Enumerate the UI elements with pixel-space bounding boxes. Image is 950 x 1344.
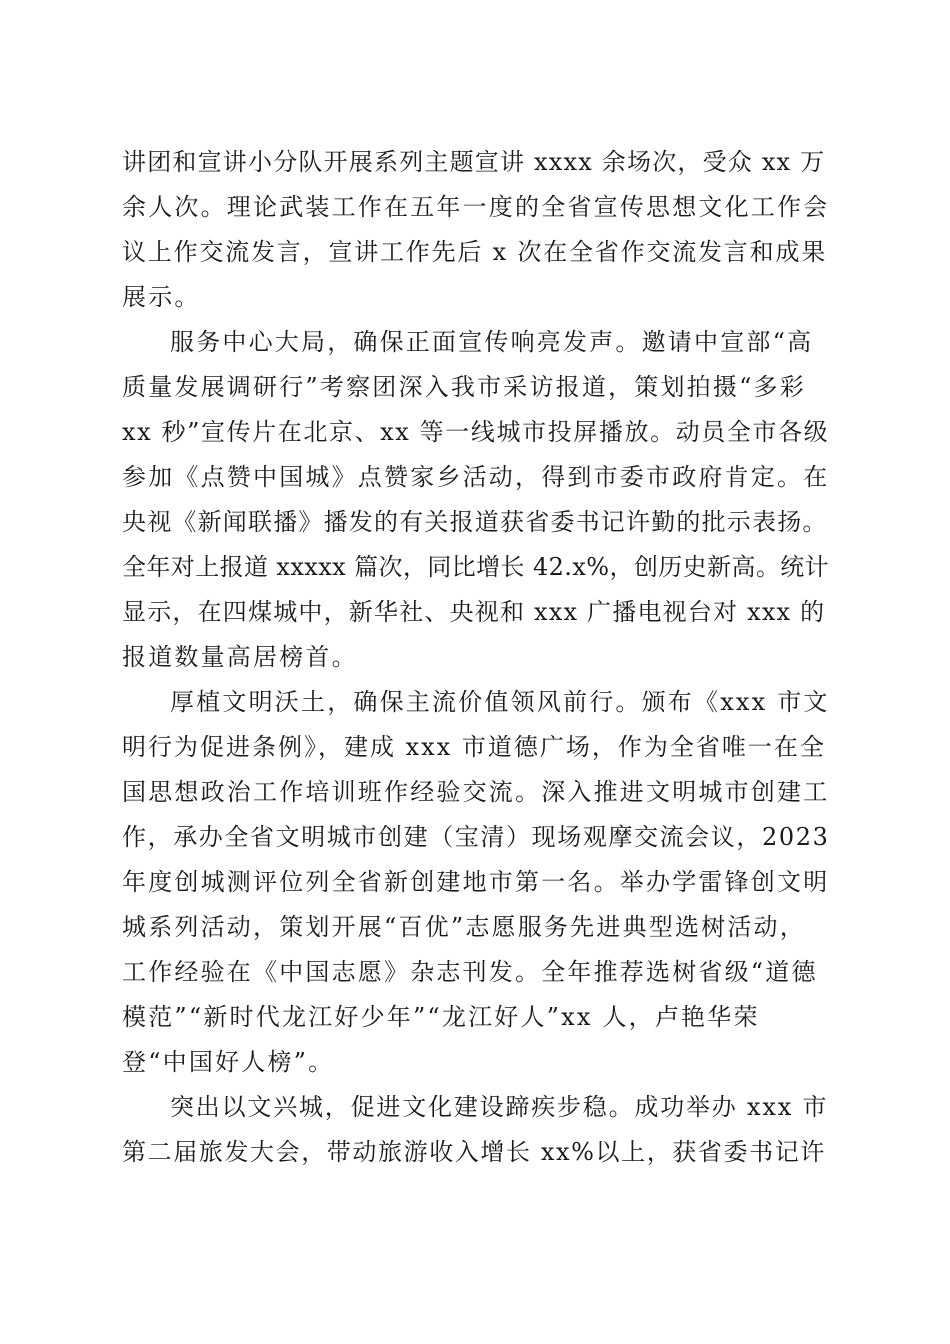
text-line: 明行为促进条例》，建成 xxx 市道德广场，作为全省唯一在全 (122, 733, 826, 761)
paragraph-start-line: 厚植文明沃土，确保主流价值领风前行。颁布《xxx 市文 (170, 688, 830, 716)
paragraph-start-line: 突出以文兴城，促进文化建设蹄疾步稳。成功举办 xxx 市 (170, 1093, 829, 1121)
text-line: 模范”“新时代龙江好少年”“龙江好人”xx 人，卢艳华荣 (122, 1003, 760, 1031)
text-line: 参加《点赞中国城》点赞家乡活动，得到市委市政府肯定。在 (122, 463, 830, 491)
text-line: 工作经验在《中国志愿》杂志刊发。全年推荐选树省级“道德 (122, 958, 818, 986)
text-line: 议上作交流发言，宣讲工作先后 x 次在全省作交流发言和成果 (122, 238, 827, 266)
paragraph-start-line: 服务中心大局，确保正面宣传响亮发声。邀请中宣部“高 (170, 328, 814, 356)
text-line: 显示，在四煤城中，新华社、央视和 xxx 广播电视台对 xxx 的 (122, 598, 826, 626)
text-line: 央视《新闻联播》播发的有关报道获省委书记许勤的批示表扬。 (122, 508, 828, 536)
text-line: 全年对上报道 xxxxx 篇次，同比增长 42.x%，创历史新高。统计 (122, 553, 830, 581)
text-line: 余人次。理论武装工作在五年一度的全省宣传思想文化工作会 (122, 193, 830, 221)
text-line: 登“中国好人榜”。 (122, 1048, 335, 1076)
text-line: 讲团和宣讲小分队开展系列主题宣讲 xxxx 余场次，受众 xx 万 (122, 148, 826, 176)
text-line: 报道数量高居榜首。 (122, 643, 358, 671)
text-line: 年度创城测评位列全省新创建地市第一名。举办学雷锋创文明 (122, 868, 830, 896)
text-line: xx 秒”宣传片在北京、xx 等一线城市投屏播放。动员全市各级 (122, 418, 830, 446)
text-line: 城系列活动，策划开展“百优”志愿服务先进典型选树活动， (122, 913, 806, 941)
text-line: 第二届旅发大会，带动旅游收入增长 xx%以上，获省委书记许 (122, 1138, 826, 1166)
text-line: 国思想政治工作培训班作经验交流。深入推进文明城市创建工 (122, 778, 830, 806)
text-line: 质量发展调研行”考察团深入我市采访报道，策划拍摄“多彩 (122, 373, 806, 401)
text-line: 展示。 (122, 283, 201, 311)
text-line: 作，承办全省文明城市创建（宝清）现场观摩交流会议，2023 (122, 823, 830, 851)
